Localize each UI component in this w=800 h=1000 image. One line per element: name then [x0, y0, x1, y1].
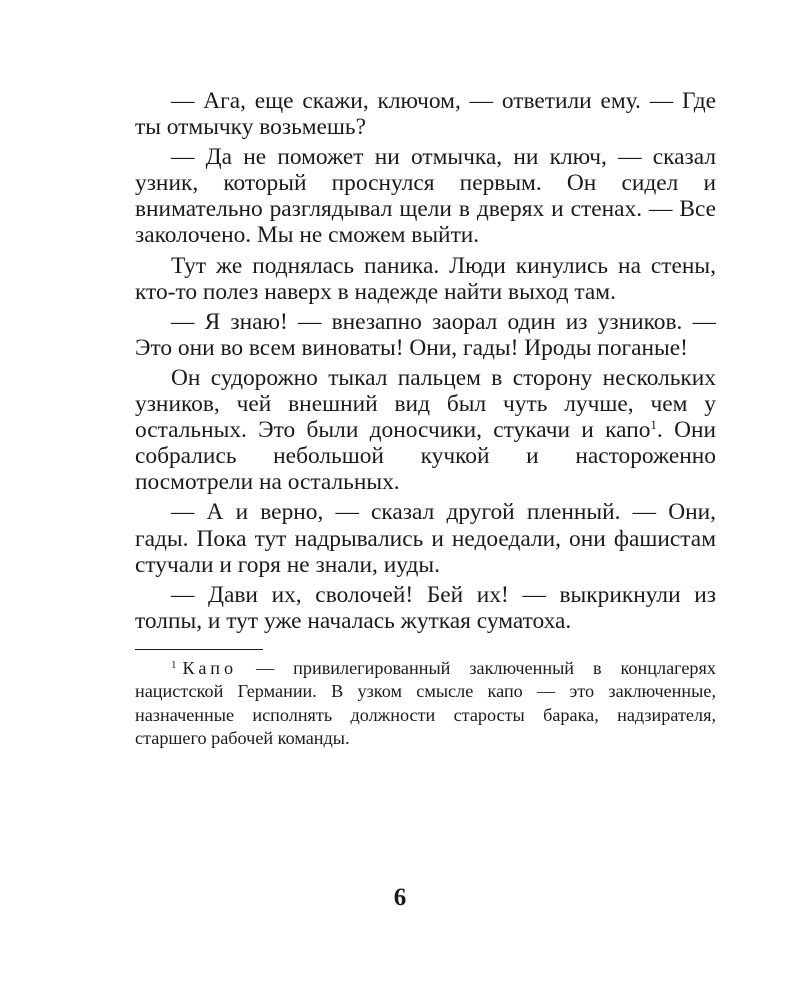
- paragraph-6: — А и верно, — сказал другой пленный. — Они, гады. Пока тут надрывались и недоедали, они фашистам стучали и горя не знали, иуды.: [135, 499, 716, 578]
- paragraph-2: — Да не поможет ни отмычка, ни ключ, — сказал узник, который проснулся первым. Он сидел и внимательно разглядывал щели в дверях и стенах. — Все заколочено. Мы не сможем выйти.: [135, 144, 716, 249]
- footnote-reference: 1: [650, 417, 657, 433]
- paragraph-3: Тут же поднялась паника. Люди кинулись на стены, кто-то полез наверх в надежде найти выход там.: [135, 252, 716, 305]
- paragraph-1: — Ага, еще скажи, ключом, — ответили ему. — Где ты отмычку возьмешь?: [135, 88, 716, 141]
- paragraph-4: — Я знаю! — внезапно заорал один из узников. — Это они во всем виноваты! Они, гады! Ироды поганые!: [135, 308, 716, 361]
- footnote-divider: [135, 649, 263, 650]
- page-body: [135, 88, 716, 751]
- footnote-marker: 1: [171, 658, 177, 671]
- paragraph-5: Он судорожно тыкал пальцем в сторону нескольких узников, чей внешний вид был чуть лучше, чем у остальных. Это были доносчики, стукачи и капо$^1$. Они собрались небольшой кучкой и настороженно посмотрели на остальных.: [135, 364, 717, 496]
- page-number: 6: [393, 884, 407, 911]
- footnote-term: Капо: [182, 657, 238, 678]
- footnote: [135, 657, 716, 751]
- footnote-text: — привилегированный заключенный в концлагерях нацистской Германии. В узком смысле капо — это заключенные, назначенные исполнять должности старосты барака, надзирателя, старшего рабочей команды.: [135, 657, 716, 749]
- paragraph-7: — Дави их, сволочей! Бей их! — выкрикнули из толпы, и тут уже началась жуткая суматоха.: [135, 581, 716, 634]
